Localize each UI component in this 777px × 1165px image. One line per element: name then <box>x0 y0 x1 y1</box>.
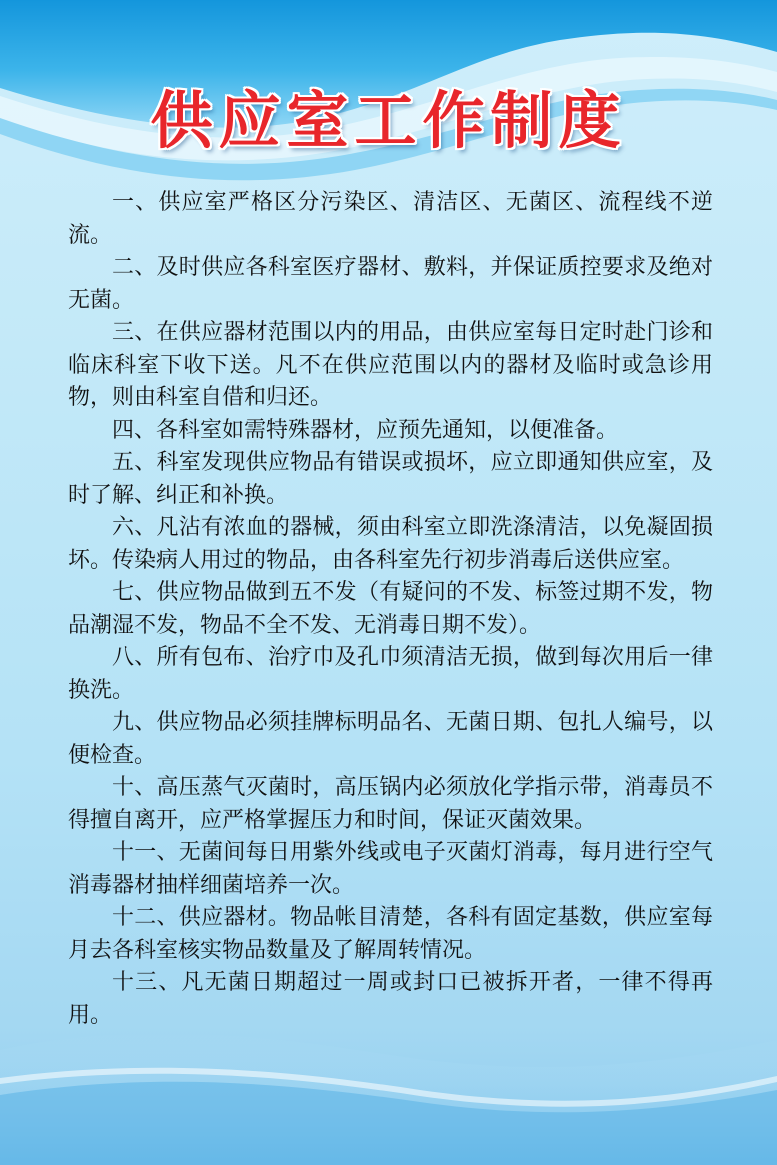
rule-item: 二、及时供应各科室医疗器材、敷料，并保证质控要求及绝对无菌。 <box>68 255 713 313</box>
rule-item: 一、供应室严格区分污染区、清洁区、无菌区、流程线不逆流。 <box>68 190 713 248</box>
poster-title: 供应室工作制度 <box>150 84 627 157</box>
rule-item: 十一、无菌间每日用紫外线或电子灭菌灯消毒，每月进行空气消毒器材抽样细菌培养一次。 <box>68 840 713 898</box>
rule-item: 九、供应物品必须挂牌标明品名、无菌日期、包扎人编号，以便检查。 <box>68 710 713 768</box>
rule-item: 十、高压蒸气灭菌时，高压锅内必须放化学指示带，消毒员不得擅自离开，应严格掌握压力和时间，保证灭菌效果。 <box>68 775 713 833</box>
rule-item: 三、在供应器材范围以内的用品，由供应室每日定时赴门诊和临床科室下收下送。凡不在供应范围以内的器材及临时或急诊用物，则由科室自借和归还。 <box>68 320 713 410</box>
rule-item: 五、科室发现供应物品有错误或损坏，应立即通知供应室，及时了解、纠正和补换。 <box>68 450 713 508</box>
rules-list <box>68 187 713 1032</box>
rule-item: 七、供应物品做到五不发（有疑问的不发、标签过期不发，物品潮湿不发，物品不全不发、无消毒日期不发）。 <box>68 580 713 638</box>
rule-item: 四、各科室如需特殊器材，应预先通知，以便准备。 <box>112 417 619 443</box>
rule-item: 六、凡沾有浓血的器械，须由科室立即洗涤清洁，以免凝固损坏。传染病人用过的物品，由各科室先行初步消毒后送供应室。 <box>68 515 713 573</box>
rule-item: 十二、供应器材。物品帐目清楚，各科有固定基数，供应室每月去各科室核实物品数量及了解周转情况。 <box>68 905 713 963</box>
rule-item: 十三、凡无菌日期超过一周或封口已被拆开者，一律不得再用。 <box>68 970 713 1028</box>
rule-item: 八、所有包布、治疗巾及孔巾须清洁无损，做到每次用后一律换洗。 <box>68 645 713 703</box>
